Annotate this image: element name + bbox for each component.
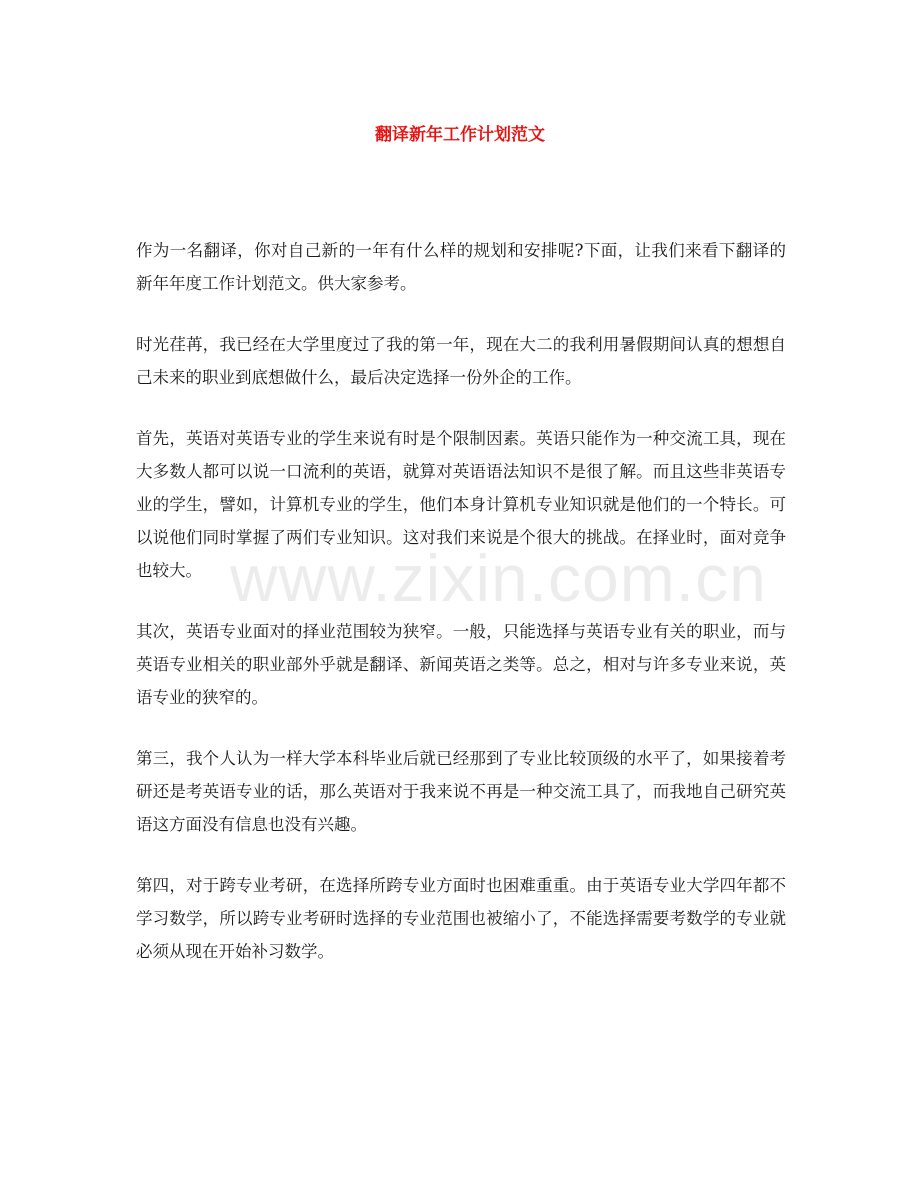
paragraph-first: 首先，英语对英语专业的学生来说有时是个限制因素。英语只能作为一种交流工具，现在大多数人都可以说一口流利的英语，就算对英语语法知识不是很了解。而且这些非英语专业的学生，譬如，计算机专业的学生，他们本身计算机专业知识就是他们的一个特长。可以说他们同时掌握了两们专业知识。这对我们来说是个很大的挑战。在择业时，面对竞争也较大。 (136, 429, 786, 580)
paragraph-second: 其次，英语专业面对的择业范围较为狭窄。一般，只能选择与英语专业有关的职业，而与英语专业相关的职业部外乎就是翻译、新闻英语之类等。总之，相对与许多专业来说，英语专业的狭窄的。 (136, 622, 786, 707)
watermark: www.zixin.com.cn (230, 541, 767, 615)
paragraph-fourth: 第四，对于跨专业考研，在选择所跨专业方面时也困难重重。由于英语专业大学四年都不学习数学，所以跨专业考研时选择的专业范围也被缩小了，不能选择需要考数学的专业就必须从现在开始补习数学。 (136, 876, 786, 961)
document-body (136, 234, 786, 996)
paragraph-background: 时光荏苒，我已经在大学里度过了我的第一年，现在大二的我利用暑假期间认真的想想自己未来的职业到底想做什么，最后决定选择一份外企的工作。 (136, 335, 786, 387)
paragraph-intro: 作为一名翻译，你对自己新的一年有什么样的规划和安排呢?下面，让我们来看下翻译的新年年度工作计划范文。供大家参考。 (136, 241, 786, 293)
paragraph-third: 第三，我个人认为一样大学本科毕业后就已经那到了专业比较顶级的水平了，如果接着考研还是考英语专业的话，那么英语对于我来说不再是一种交流工具了，而我地自己研究英语这方面没有信息也没有兴趣。 (136, 749, 786, 834)
document-title: 翻译新年工作计划范文 (375, 125, 545, 145)
